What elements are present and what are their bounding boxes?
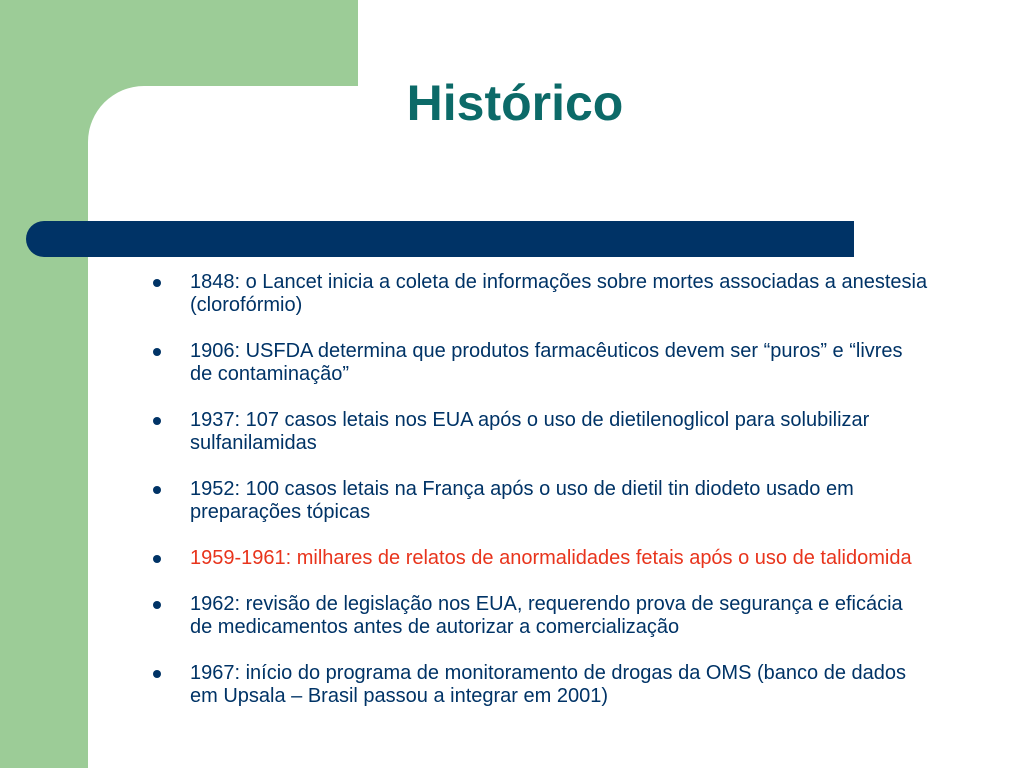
bullet-item (150, 478, 930, 524)
bullet-list (150, 271, 930, 731)
bullet-item (150, 340, 930, 386)
bullet-item (150, 593, 930, 639)
bullet-text: 1959-1961: milhares de relatos de anormalidades fetais após o uso de talidomida (190, 547, 912, 569)
bullet-dot-icon (153, 348, 161, 356)
bullet-item (150, 271, 930, 317)
bullet-text: 1967: início do programa de monitoramento de drogas da OMS (banco de dados em Upsala – Brasil passou a integrar em 2001) (190, 662, 906, 707)
bullet-text: 1848: o Lancet inicia a coleta de informações sobre mortes associadas a anestesia (clorofórmio) (190, 271, 928, 316)
bullet-dot-icon (153, 279, 161, 287)
bullet-dot-icon (153, 670, 161, 678)
bullet-item (150, 409, 930, 455)
bullet-text: 1952: 100 casos letais na França após o uso de dietil tin diodeto usado em preparações tópicas (190, 478, 854, 523)
bullet-item-highlighted (150, 547, 930, 570)
bullet-dot-icon (153, 417, 161, 425)
bullet-text: 1962: revisão de legislação nos EUA, requerendo prova de segurança e eficácia de medicamentos antes de autorizar a comercialização (190, 593, 903, 638)
bullet-text: 1937: 107 casos letais nos EUA após o uso de dietilenoglicol para solubilizar sulfanilamidas (190, 409, 870, 454)
slide-title: Histórico (406, 75, 624, 131)
bullet-item (150, 662, 930, 708)
title-underline-bar (26, 221, 854, 257)
bullet-text: 1906: USFDA determina que produtos farmacêuticos devem ser “puros” e “livres de contaminação” (190, 340, 903, 385)
bullet-dot-icon (153, 555, 161, 563)
bullet-dot-icon (153, 601, 161, 609)
bullet-dot-icon (153, 486, 161, 494)
